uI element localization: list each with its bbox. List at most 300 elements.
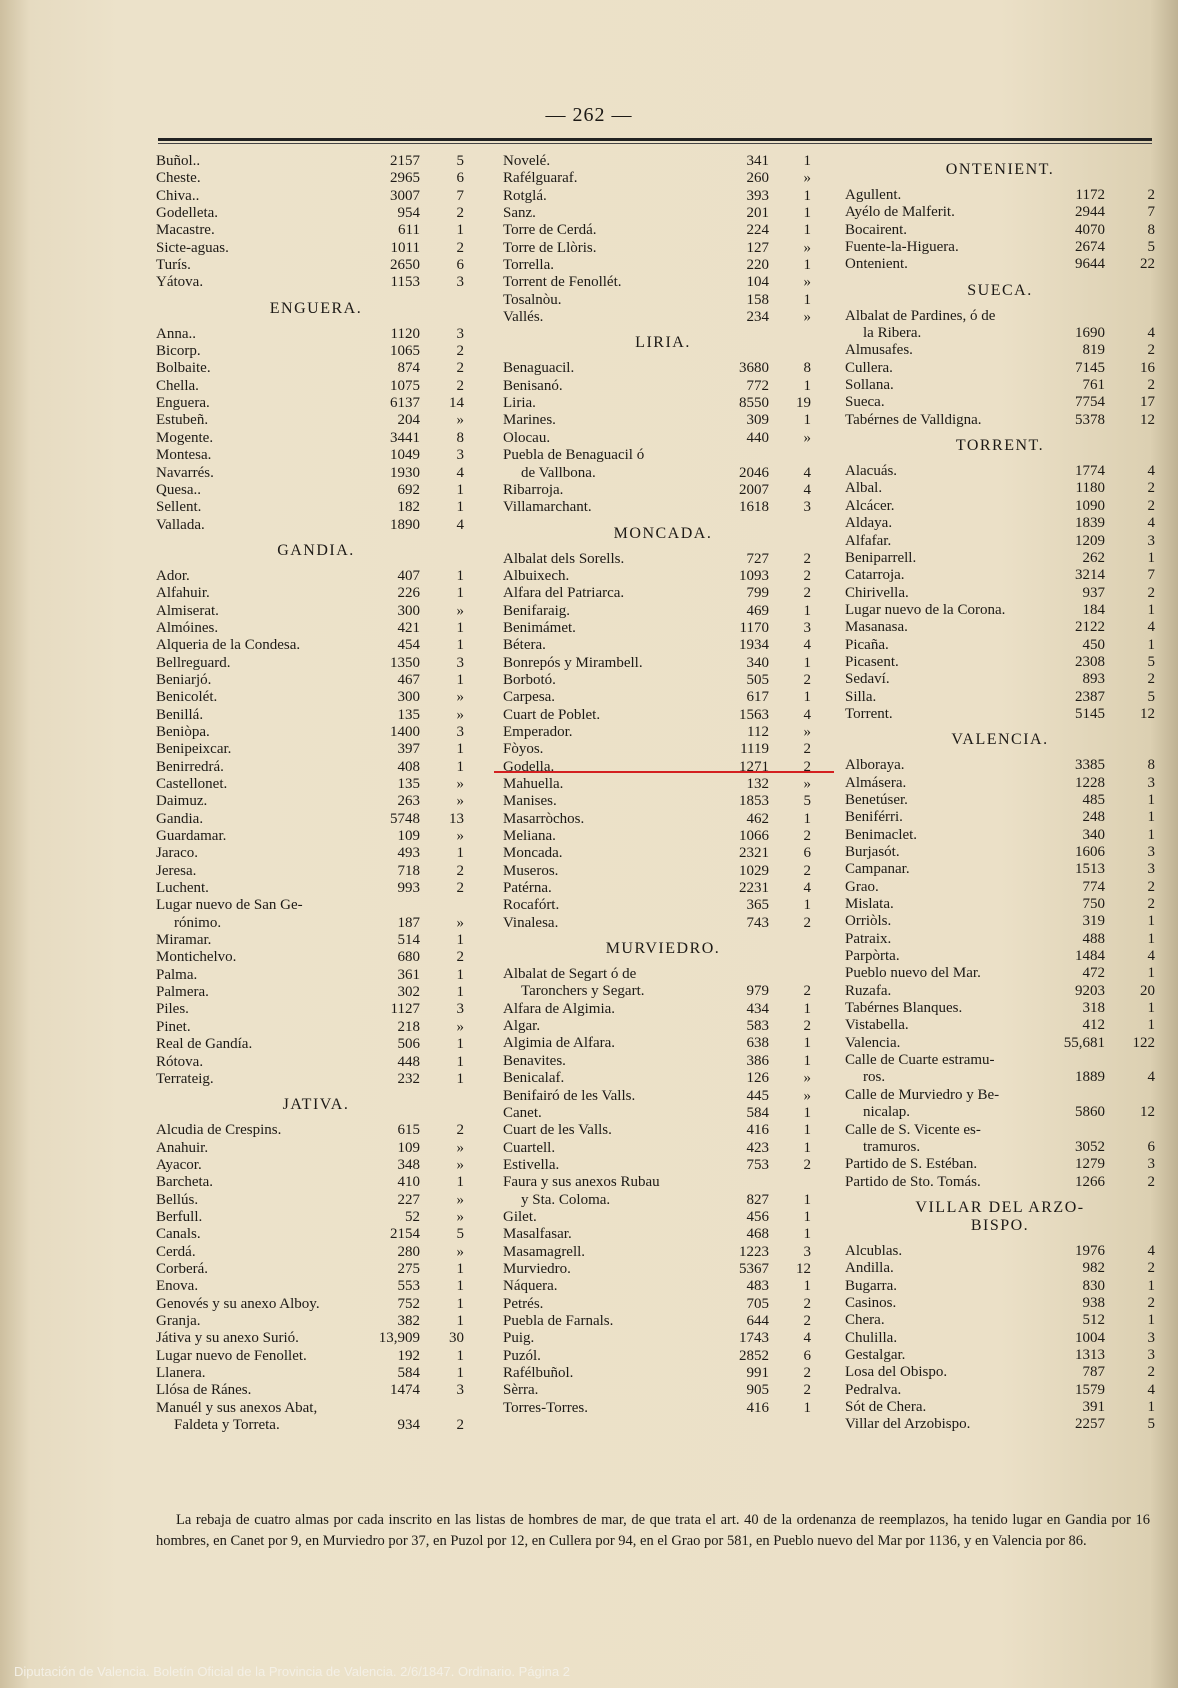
population-value: 615: [397, 1122, 420, 1139]
population-value: 5748: [390, 810, 420, 827]
population-value: 7145: [1075, 359, 1105, 376]
table-row: [845, 567, 1155, 584]
table-row: [503, 915, 823, 932]
town-name: Náquera.: [503, 1278, 558, 1295]
quota-value: 1: [1147, 1277, 1155, 1294]
population-value: 1579: [1075, 1381, 1105, 1398]
population-value: 2231: [739, 880, 769, 897]
town-name: Algimia de Alfara.: [503, 1035, 616, 1052]
quota-value: 2: [803, 567, 811, 584]
quota-value: 1: [456, 1365, 464, 1381]
town-name: Daimuz.: [156, 793, 208, 810]
town-name: Bolbaite.: [156, 360, 211, 377]
population-value: 1976: [1075, 1242, 1105, 1259]
population-value: 1934: [739, 637, 769, 654]
population-value: 13,909: [378, 1330, 420, 1347]
town-name: Meliana.: [503, 828, 556, 845]
quota-value: 1: [1147, 930, 1155, 947]
table-row: [503, 707, 823, 724]
town-name: Pinet.: [156, 1018, 191, 1035]
quota-value: 1: [456, 1053, 464, 1070]
quota-value: »: [456, 793, 464, 810]
population-value: 680: [397, 949, 420, 966]
table-row: [503, 759, 823, 776]
quota-value: 1: [456, 845, 464, 862]
population-value: 445: [746, 1087, 769, 1104]
section-heading: [845, 1191, 1155, 1243]
quota-value: »: [456, 776, 464, 792]
table-row: [156, 637, 476, 654]
table-row: [845, 637, 1155, 654]
table-row: [845, 619, 1155, 636]
town-name: Palmera.: [156, 984, 209, 1001]
section-heading: [845, 429, 1155, 463]
quota-value: 4: [1147, 1242, 1155, 1259]
town-name: Beniférri.: [845, 809, 903, 826]
table-row: [845, 1122, 1155, 1139]
table-row: [845, 1139, 1155, 1156]
population-value: 1172: [1075, 187, 1105, 203]
quota-value: 1: [456, 966, 464, 983]
town-name: Novelé.: [503, 153, 551, 169]
table-row: [845, 394, 1155, 411]
quota-value: 4: [1147, 463, 1155, 480]
town-name: Almásera.: [845, 774, 907, 791]
footnote-paragraph: La rebaja de cuatro almas por cada inscrito en las listas de hombres de mar, de que trata el art. 40 de la ordenanza de reemplazos, ha tenido lugar en Gandia por 16 hombres, en Canet por 9, en Murviedro por 37, en Puzol por 12, en Cullera por 94, en el Grao por 581, en Pueblo nuevo del Mar por 1136, y en Valencia por 86.: [156, 1512, 1150, 1549]
quota-value: 1: [803, 377, 811, 394]
quota-value: »: [803, 309, 811, 326]
table-row: [845, 827, 1155, 844]
town-name: Genovés y su anexo Alboy.: [156, 1295, 320, 1312]
town-name: Manuél y sus anexos Abat,: [156, 1399, 318, 1416]
table-row: [845, 187, 1155, 204]
population-value: 5860: [1075, 1104, 1105, 1121]
population-value: 232: [397, 1070, 420, 1087]
population-value: 1853: [739, 793, 769, 810]
quota-value: 2: [803, 1018, 811, 1035]
town-name: Piles.: [156, 1001, 189, 1018]
table-row: [156, 949, 476, 966]
population-value: 386: [746, 1052, 769, 1069]
table-row: [845, 1243, 1155, 1260]
section-heading: [156, 534, 476, 568]
town-name: Macastre.: [156, 222, 215, 239]
table-row: [845, 498, 1155, 515]
quota-value: 7: [456, 187, 464, 204]
town-name: Manises.: [503, 793, 557, 810]
table-row: [156, 655, 476, 672]
population-value: 506: [397, 1036, 420, 1053]
quota-value: 1: [1147, 965, 1155, 982]
quota-value: 2: [803, 1156, 811, 1173]
town-name: Vallada.: [156, 516, 205, 533]
quota-value: 1: [803, 689, 811, 706]
table-row: [503, 274, 823, 291]
quota-value: 2: [1147, 377, 1155, 394]
quota-value: 30: [449, 1330, 464, 1347]
town-name: Godella.: [503, 758, 555, 775]
quota-value: »: [803, 274, 811, 291]
quota-value: 2: [803, 862, 811, 879]
table-row: [503, 1226, 823, 1243]
town-name: Beniparrell.: [845, 549, 917, 566]
table-row: [845, 879, 1155, 896]
town-name: Cerdá.: [156, 1243, 196, 1260]
table-row: [845, 463, 1155, 480]
table-row: [845, 844, 1155, 861]
population-value: 1065: [390, 343, 420, 360]
population-value: 1618: [739, 499, 769, 516]
town-name: Cuart de Poblet.: [503, 706, 601, 723]
population-value: 1119: [740, 741, 769, 758]
table-row: [156, 741, 476, 758]
town-name: Benetúser.: [845, 791, 908, 808]
town-name: Bétera.: [503, 637, 546, 654]
quota-value: 3: [1147, 774, 1155, 791]
quota-value: »: [456, 828, 464, 845]
population-value: 644: [746, 1312, 769, 1329]
quota-value: 1: [456, 671, 464, 688]
population-value: 361: [397, 966, 420, 983]
section-heading-line: BISPO.: [970, 1216, 1030, 1234]
town-name: Játiva y su anexo Surió.: [156, 1330, 299, 1347]
town-name: Almóines.: [156, 619, 219, 636]
table-row: [503, 568, 823, 585]
town-name: Canet.: [503, 1104, 542, 1121]
town-name: Masanasa.: [845, 619, 908, 636]
population-value: 434: [746, 1000, 769, 1017]
table-row: [845, 377, 1155, 394]
town-name: Masamagrell.: [503, 1243, 586, 1260]
town-name: Taronchers y Segart.: [521, 983, 645, 1000]
table-row: [156, 620, 476, 637]
table-row: [156, 828, 476, 845]
population-value: 617: [746, 689, 769, 706]
town-name: Sedaví.: [845, 671, 890, 688]
quota-value: »: [456, 1208, 464, 1225]
town-name: Albuixech.: [503, 567, 570, 584]
quota-value: 122: [1132, 1034, 1155, 1051]
table-row: [156, 412, 476, 429]
town-name: Calle de S. Vicente es-: [845, 1121, 981, 1138]
table-row: [503, 360, 823, 377]
table-row: [503, 188, 823, 205]
population-value: 340: [746, 654, 769, 671]
table-row: [503, 1261, 823, 1278]
quota-value: 2: [1147, 896, 1155, 913]
quota-value: 12: [1140, 1104, 1155, 1121]
table-row: [845, 515, 1155, 532]
population-value: 937: [1082, 584, 1105, 601]
town-name: Almiserat.: [156, 602, 219, 619]
town-name: Torre de Cerdá.: [503, 222, 597, 239]
quota-value: 8: [1147, 221, 1155, 238]
quota-value: 3: [803, 499, 811, 516]
quota-value: 2: [1147, 342, 1155, 359]
population-value: 1474: [390, 1382, 420, 1399]
table-row: [156, 240, 476, 257]
section-heading: [156, 292, 476, 326]
quota-value: 1: [803, 205, 811, 222]
town-name: Emperador.: [503, 723, 573, 740]
town-name: Gilet.: [503, 1208, 537, 1225]
town-name: Sicte-aguas.: [156, 239, 229, 256]
table-row: [156, 1174, 476, 1191]
population-value: 705: [746, 1295, 769, 1312]
table-row: [503, 1140, 823, 1157]
table-row: [845, 689, 1155, 706]
table-row: [845, 1174, 1155, 1191]
town-name: Borbotó.: [503, 671, 556, 688]
town-name: Sollana.: [845, 377, 894, 394]
quota-value: 6: [456, 170, 464, 187]
table-row: [845, 654, 1155, 671]
section-heading-line: ENGUERA.: [269, 299, 363, 317]
table-row: [845, 775, 1155, 792]
table-row: [845, 550, 1155, 567]
quota-value: 6: [456, 257, 464, 274]
town-name: Patraix.: [845, 930, 892, 947]
quota-value: 4: [1147, 515, 1155, 532]
town-name: Rótova.: [156, 1053, 204, 1070]
quota-value: 19: [796, 395, 811, 412]
table-row: [503, 1174, 823, 1191]
quota-value: 4: [803, 706, 811, 723]
table-row: [156, 274, 476, 291]
table-row: [845, 1278, 1155, 1295]
table-row: [845, 1416, 1155, 1433]
quota-value: 1: [803, 412, 811, 429]
population-value: 275: [397, 1260, 420, 1277]
town-name: Parpòrta.: [845, 948, 900, 965]
town-name: Tabérnes de Valldigna.: [845, 411, 982, 428]
population-value: 454: [397, 637, 420, 654]
population-value: 1170: [739, 619, 769, 636]
town-name: Sót de Chera.: [845, 1398, 927, 1415]
town-name: Barcheta.: [156, 1174, 214, 1191]
town-name: Mogente.: [156, 429, 214, 446]
quota-value: 1: [803, 1000, 811, 1017]
table-row: [503, 1192, 823, 1209]
quota-value: 1: [803, 810, 811, 827]
quota-value: 2: [1147, 1260, 1155, 1277]
table-row: [503, 465, 823, 482]
table-row: [503, 983, 823, 1000]
table-row: [845, 1104, 1155, 1121]
quota-value: »: [456, 602, 464, 619]
table-row: [845, 1295, 1155, 1312]
population-value: 3052: [1075, 1138, 1105, 1155]
town-name: Corberá.: [156, 1260, 209, 1277]
population-value: 750: [1082, 896, 1105, 913]
population-value: 416: [746, 1122, 769, 1139]
town-name: Lugar nuevo de la Corona.: [845, 601, 1006, 618]
town-name: Fòyos.: [503, 741, 544, 758]
table-row: [503, 585, 823, 602]
quota-value: 2: [803, 914, 811, 931]
table-row: [156, 430, 476, 447]
population-value: 2321: [739, 845, 769, 862]
table-row: [156, 811, 476, 828]
table-row: [845, 1069, 1155, 1086]
population-value: 2154: [390, 1226, 420, 1243]
town-name: Benicalaf.: [503, 1070, 565, 1087]
town-name: Godelleta.: [156, 205, 219, 222]
population-value: 1066: [739, 828, 769, 845]
quota-value: 2: [803, 983, 811, 1000]
town-name: Torrella.: [503, 257, 555, 274]
population-value: 1075: [390, 377, 420, 394]
table-row: [845, 308, 1155, 325]
population-value: 3007: [390, 187, 420, 204]
population-value: 483: [746, 1278, 769, 1295]
quota-value: 5: [1147, 1416, 1155, 1433]
table-row: [503, 1348, 823, 1365]
population-value: 421: [397, 619, 420, 636]
table-row: [156, 482, 476, 499]
quota-value: »: [456, 412, 464, 429]
section-heading: [156, 1088, 476, 1122]
table-row: [156, 967, 476, 984]
population-value: 184: [1082, 601, 1105, 618]
population-value: 462: [746, 810, 769, 827]
town-name: Marines.: [503, 412, 556, 429]
table-row: [503, 603, 823, 620]
population-value: 2674: [1075, 239, 1105, 256]
population-value: 3680: [739, 360, 769, 377]
population-value: 1890: [390, 516, 420, 533]
population-value: 718: [397, 862, 420, 879]
town-name: Pueblo nuevo del Mar.: [845, 965, 981, 982]
population-value: 2007: [739, 481, 769, 498]
town-name: Chiva..: [156, 187, 200, 204]
section-heading: [503, 932, 823, 966]
population-value: 1180: [1075, 480, 1105, 497]
population-value: 467: [397, 671, 420, 688]
table-row: [156, 1140, 476, 1157]
town-name: Masalfasar.: [503, 1226, 572, 1243]
quota-value: 1: [803, 1052, 811, 1069]
population-value: 348: [397, 1156, 420, 1173]
town-name: Fuente-la-Higuera.: [845, 239, 959, 256]
town-name: Chera.: [845, 1312, 885, 1329]
table-row: [156, 915, 476, 932]
section-heading: [845, 723, 1155, 757]
quota-value: 1: [456, 758, 464, 775]
town-name: Silla.: [845, 688, 877, 705]
quota-value: 1: [803, 222, 811, 239]
town-name: Tabérnes Blanques.: [845, 1000, 963, 1017]
quota-value: 1: [1147, 1000, 1155, 1017]
quota-value: 22: [1140, 256, 1155, 273]
population-value: 799: [746, 585, 769, 602]
population-value: 1563: [739, 706, 769, 723]
section-heading-line: MONCADA.: [613, 524, 713, 542]
table-row: [845, 1052, 1155, 1069]
table-row: [845, 222, 1155, 239]
table-row: [503, 966, 823, 983]
town-name: Jeresa.: [156, 862, 197, 879]
town-name: Torres-Torres.: [503, 1399, 588, 1416]
quota-value: 4: [1147, 1381, 1155, 1398]
quota-value: 2: [456, 377, 464, 394]
quota-value: 2: [456, 1122, 464, 1139]
population-value: 52: [405, 1208, 420, 1225]
population-value: 638: [746, 1035, 769, 1052]
town-name: Sueca.: [845, 394, 885, 411]
population-value: 1690: [1075, 325, 1105, 342]
quota-value: 4: [1147, 948, 1155, 965]
population-value: 743: [746, 914, 769, 931]
town-name: Moncada.: [503, 845, 563, 862]
quota-value: 4: [803, 880, 811, 897]
quota-value: »: [456, 689, 464, 706]
population-value: 493: [397, 845, 420, 862]
section-heading-line: VALENCIA.: [951, 731, 1049, 749]
quota-value: 2: [456, 205, 464, 222]
population-value: 1266: [1075, 1173, 1105, 1190]
table-row: [503, 257, 823, 274]
quota-value: »: [803, 1087, 811, 1104]
quota-value: 2: [1147, 480, 1155, 497]
table-row: [503, 482, 823, 499]
quota-value: 3: [456, 1001, 464, 1018]
town-name: Alcudia de Crespins.: [156, 1122, 282, 1139]
town-name: Llanera.: [156, 1365, 206, 1381]
table-row: [845, 1000, 1155, 1017]
table-row: [503, 395, 823, 412]
town-name: rónimo.: [174, 914, 222, 931]
population-value: 397: [397, 741, 420, 758]
population-value: 318: [1082, 1000, 1105, 1017]
table-row: [503, 292, 823, 309]
town-name: Puebla de Benaguacil ó: [503, 447, 645, 464]
page-number: — 262 —: [545, 104, 633, 126]
town-name: Casinos.: [845, 1294, 897, 1311]
table-row: [845, 896, 1155, 913]
population-value: 8550: [739, 395, 769, 412]
quota-value: 3: [456, 1382, 464, 1399]
section-heading-line: JATIVA.: [282, 1096, 350, 1114]
quota-value: 8: [1147, 757, 1155, 774]
town-name: Benaguacil.: [503, 360, 575, 377]
town-name: de Vallbona.: [521, 464, 596, 481]
town-name: Enguera.: [156, 395, 210, 412]
town-name: Mislata.: [845, 896, 894, 913]
population-value: 365: [746, 897, 769, 914]
table-row: [156, 205, 476, 222]
quota-value: 1: [456, 1070, 464, 1087]
population-value: 319: [1082, 913, 1105, 930]
town-name: Jaraco.: [156, 845, 199, 862]
table-row: [503, 1382, 823, 1399]
table-row: [156, 188, 476, 205]
table-row: [845, 965, 1155, 982]
population-value: 2122: [1075, 619, 1105, 636]
population-value: 7754: [1075, 394, 1105, 411]
population-value: 1011: [390, 239, 420, 256]
town-name: Campanar.: [845, 861, 910, 878]
table-row: [845, 360, 1155, 377]
population-value: 469: [746, 602, 769, 619]
quota-value: 1: [803, 1278, 811, 1295]
town-name: Canals.: [156, 1226, 201, 1243]
town-name: Vinalesa.: [503, 914, 559, 931]
population-value: 1120: [390, 325, 420, 342]
population-value: 584: [397, 1365, 420, 1381]
town-name: Vallés.: [503, 309, 544, 326]
population-value: 982: [1082, 1260, 1105, 1277]
